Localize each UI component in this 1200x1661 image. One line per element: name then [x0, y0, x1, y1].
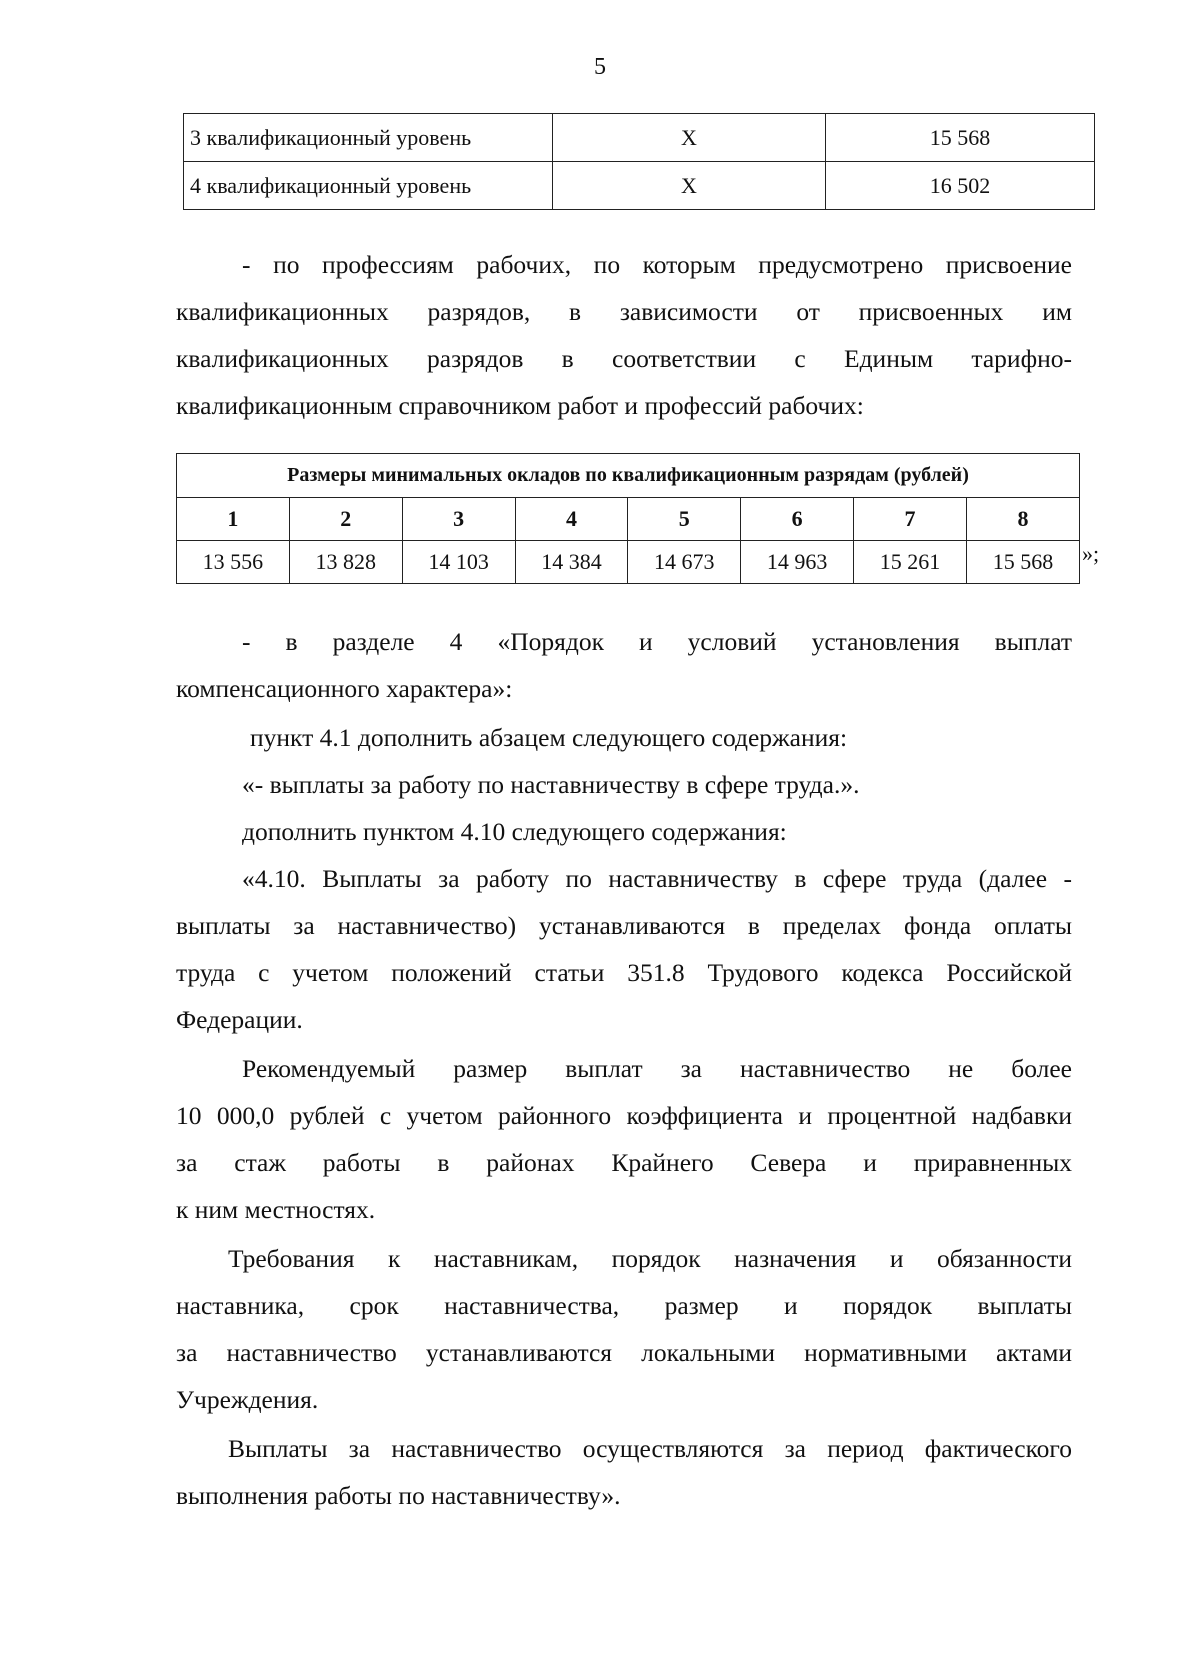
text-line: пункт 4.1 дополнить абзацем следующего содержания: [250, 723, 848, 752]
table-cell: 15 568 [826, 114, 1095, 162]
table-cell: X [553, 114, 826, 162]
table-cell: 8 [966, 498, 1079, 541]
qualification-level-table [183, 113, 1095, 210]
table-cell: 6 [741, 498, 854, 541]
page-number: 5 [594, 54, 606, 80]
table-cell: 15 261 [854, 541, 967, 584]
text-line: - по профессиям рабочих, по которым предусмотрено присвоение [242, 250, 1072, 279]
text-line: дополнить пунктом 4.10 следующего содержания: [242, 817, 787, 846]
table-cell: 15 568 [966, 541, 1079, 584]
table-cell: 13 828 [289, 541, 402, 584]
text-line: Федерации. [176, 1005, 303, 1034]
table-cell: 14 673 [628, 541, 741, 584]
text-line: труда с учетом положений статьи 351.8 Трудового кодекса Российской [176, 958, 1072, 987]
text-line: квалификационных разрядов в соответствии с Единым тарифно- [176, 344, 1072, 373]
table-cell: 1 [177, 498, 290, 541]
table-cell: 7 [854, 498, 967, 541]
text-line: Выплаты за наставничество осуществляются за период фактического [228, 1434, 1072, 1463]
table-cell: 4 [515, 498, 628, 541]
text-line: выполнения работы по наставничеству». [176, 1481, 621, 1510]
text-line: квалификационным справочником работ и профессий рабочих: [176, 391, 864, 420]
table-cell: 13 556 [177, 541, 290, 584]
table-cell: 2 [289, 498, 402, 541]
table-cell: 14 384 [515, 541, 628, 584]
table-header: Размеры минимальных окладов по квалификационным разрядам (рублей) [177, 454, 1080, 498]
table-cell: 5 [628, 498, 741, 541]
table-row [184, 162, 1095, 210]
text-line: - в разделе 4 «Порядок и условий установления выплат [242, 627, 1072, 656]
table-cell: 16 502 [826, 162, 1095, 210]
table-row [177, 498, 1080, 541]
table-cell: 3 квалификационный уровень [184, 114, 553, 162]
text-line: за стаж работы в районах Крайнего Севера и приравненных [176, 1148, 1072, 1177]
table-row [184, 114, 1095, 162]
text-line: 10 000,0 рублей с учетом районного коэффициента и процентной надбавки [176, 1101, 1072, 1130]
text-line: Учреждения. [176, 1385, 319, 1414]
text-line: наставника, срок наставничества, размер и порядок выплаты [176, 1291, 1072, 1320]
table-cell: 4 квалификационный уровень [184, 162, 553, 210]
grade-salary-table [176, 453, 1080, 584]
table-cell: 3 [402, 498, 515, 541]
closing-quote: »; [1082, 541, 1100, 566]
text-line: квалификационных разрядов, в зависимости от присвоенных им [176, 297, 1072, 326]
text-line: компенсационного характера»: [176, 674, 513, 703]
text-line: «- выплаты за работу по наставничеству в сфере труда.». [242, 770, 860, 799]
text-line: выплаты за наставничество) устанавливаются в пределах фонда оплаты [176, 911, 1072, 940]
text-line: Требования к наставникам, порядок назначения и обязанности [228, 1244, 1072, 1273]
table-cell: 14 103 [402, 541, 515, 584]
text-line: за наставничество устанавливаются локальными нормативными актами [176, 1338, 1072, 1367]
table-header-row [177, 454, 1080, 498]
table-cell: 14 963 [741, 541, 854, 584]
text-line: Рекомендуемый размер выплат за наставничество не более [242, 1054, 1072, 1083]
text-line: к ним местностях. [176, 1195, 376, 1224]
text-line: «4.10. Выплаты за работу по наставничеству в сфере труда (далее - [242, 864, 1072, 893]
table-cell: X [553, 162, 826, 210]
table-row [177, 541, 1080, 584]
